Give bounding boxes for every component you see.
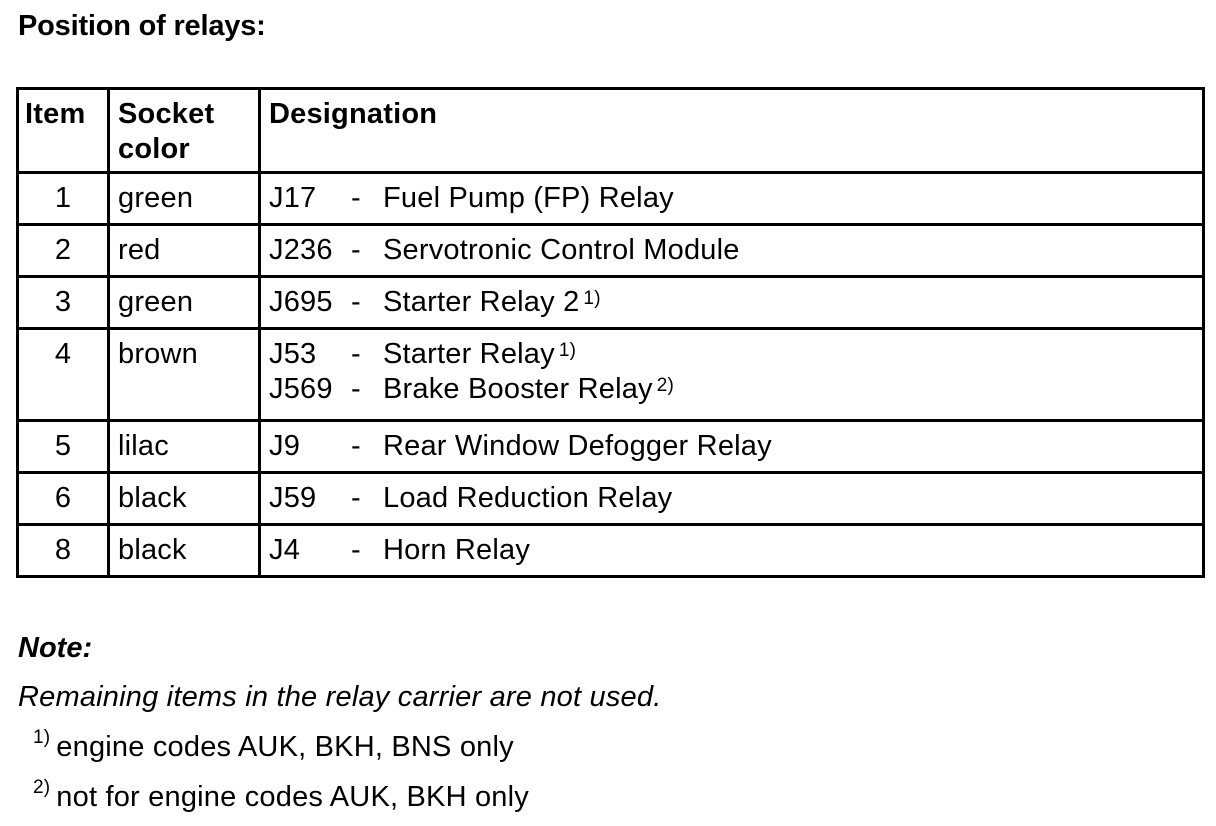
relay-code: J17 [269,182,317,214]
relay-position-table [16,87,1205,578]
table-body [18,173,1204,577]
separator-dash: - [351,534,361,566]
item-number-cell: 4 [18,329,109,421]
note-title: Note: [18,632,93,664]
header-socket-color-line1: Socket [118,98,215,130]
relay-code: J53 [269,338,317,370]
separator-dash: - [351,182,361,214]
designation-line [269,233,1194,268]
separator-dash: - [351,373,361,405]
relay-name: Brake Booster Relay [383,373,653,405]
note-text: Remaining items in the relay carrier are not used. [18,681,662,713]
footnote-2-mark: 2) [33,777,51,798]
socket-color-cell: brown [109,329,260,421]
footnote-1-mark: 1) [33,727,51,748]
socket-color-cell: black [109,473,260,525]
table-row [18,225,1204,277]
relay-code: J9 [269,430,301,462]
designation-line [269,481,1194,516]
designation-cell [260,329,1204,421]
header-item: Item [18,89,109,173]
relay-code: J4 [269,534,301,566]
socket-color-cell: green [109,173,260,225]
designation-line [269,285,1194,320]
page-heading: Position of relays: [18,10,266,42]
relay-name: Starter Relay [383,338,555,370]
relay-code: J236 [269,234,333,266]
relay-name: Rear Window Defogger Relay [383,430,772,462]
separator-dash: - [351,482,361,514]
relay-code: J569 [269,373,333,405]
relay-name: Horn Relay [383,534,531,566]
relay-name: Starter Relay 2 [383,286,580,318]
header-socket-color-line2: color [118,133,190,165]
item-number-cell: 8 [18,525,109,577]
footnote-reference: 2) [656,375,675,396]
table-row [18,525,1204,577]
socket-color-cell: green [109,277,260,329]
designation-line [269,429,1194,464]
separator-dash: - [351,338,361,370]
designation-cell [260,525,1204,577]
item-number-cell: 6 [18,473,109,525]
table-row [18,277,1204,329]
item-number-cell: 1 [18,173,109,225]
designation-cell [260,473,1204,525]
relay-name: Fuel Pump (FP) Relay [383,182,674,214]
designation-cell [260,225,1204,277]
designation-line [269,337,1194,372]
designation-cell [260,421,1204,473]
designation-cell [260,173,1204,225]
item-number-cell: 5 [18,421,109,473]
footnote-reference: 1) [558,340,577,361]
footnote-1 [33,727,514,764]
footnote-2-text: not for engine codes AUK, BKH only [56,781,529,813]
header-designation: Designation [260,89,1204,173]
item-number-cell: 3 [18,277,109,329]
relay-code: J59 [269,482,317,514]
table-row [18,329,1204,421]
separator-dash: - [351,286,361,318]
relay-name: Load Reduction Relay [383,482,673,514]
designation-line [269,181,1194,216]
designation-cell [260,277,1204,329]
table-row [18,473,1204,525]
relay-code: J695 [269,286,333,318]
socket-color-cell: lilac [109,421,260,473]
item-number-cell: 2 [18,225,109,277]
table-row [18,421,1204,473]
socket-color-cell: black [109,525,260,577]
footnote-1-text: engine codes AUK, BKH, BNS only [56,731,514,763]
footnote-reference: 1) [583,288,601,309]
relay-name: Servotronic Control Module [383,234,740,266]
table-row [18,173,1204,225]
separator-dash: - [351,430,361,462]
header-socket-color [109,89,260,173]
socket-color-cell: red [109,225,260,277]
separator-dash: - [351,234,361,266]
table-header-row [18,89,1204,173]
designation-line [269,533,1194,568]
designation-line [269,372,1194,407]
footnote-2 [33,777,529,814]
